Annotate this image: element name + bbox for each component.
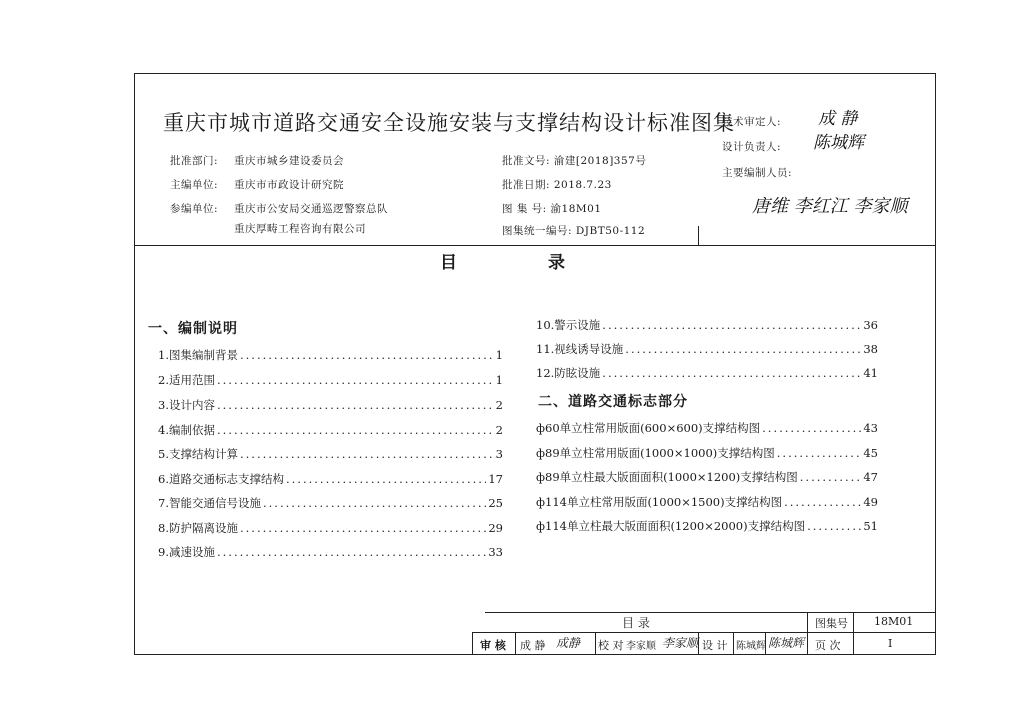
toc-item: ф60单立柱常用版面(600×600)支撑结构图 ..... 43 <box>536 420 878 436</box>
titleblock-divider <box>733 632 734 655</box>
unified-no: 图集统一编号: DJBT50-112 <box>502 225 646 237</box>
page-label: 页 次 <box>815 639 841 652</box>
toc-item: 4.编制依据 ..... 2 <box>158 422 503 438</box>
toc-item: 6.道路交通标志支撑结构 ..... 17 <box>158 471 503 487</box>
tech-reviewer-signature: 成 静 <box>818 109 858 129</box>
designer-signature: 陈城辉 <box>768 636 805 650</box>
toc-heading-mu: 目 <box>440 253 457 273</box>
titleblock-divider <box>698 632 699 655</box>
toc-item: ф89单立柱最大版面面积(1000×1200)支撑结构图 ..... 47 <box>536 469 878 485</box>
toc-item: 7.智能交通信号设施 ..... 25 <box>158 495 503 511</box>
header-vertical-divider <box>698 226 699 245</box>
design-lead-label: 设计负责人: <box>722 141 782 153</box>
section-2-heading: 二、道路交通标志部分 <box>538 394 688 410</box>
approval-date: 批准日期: 2018.7.23 <box>502 179 612 191</box>
check-label: 校 对 <box>598 639 624 652</box>
titleblock-divider <box>595 632 596 655</box>
sheet-title: 目 录 <box>622 616 650 630</box>
designer-name: 陈城辉 <box>736 641 766 652</box>
toc-item: 9.减速设施 ..... 33 <box>158 544 503 560</box>
titleblock-left-line <box>472 632 473 655</box>
titleblock-top-line <box>485 612 936 613</box>
toc-item: 8.防护隔离设施 ..... 29 <box>158 520 503 536</box>
checker-signature: 李家顺 <box>662 636 699 650</box>
toc-item: 1.图集编制背景 ..... 1 <box>158 347 503 363</box>
atlas-no-label: 图集号 <box>815 617 848 630</box>
toc-item: 11.视线诱导设施 ..... 38 <box>536 341 878 357</box>
editor-unit-label: 主编单位: <box>170 179 219 191</box>
editors-signature: 唐维 李红江 李家顺 <box>752 196 908 217</box>
approval-dept-label: 批准部门: <box>170 155 219 167</box>
toc-item: 12.防眩设施 ..... 41 <box>536 365 878 381</box>
toc-item: 10.警示设施 ..... 36 <box>536 317 878 333</box>
titleblock-mid-line <box>472 632 936 633</box>
checker-name: 李家顺 <box>626 641 656 652</box>
tech-reviewer-label: 技术审定人: <box>722 116 782 128</box>
page-number: I <box>888 637 893 650</box>
titleblock-divider <box>807 612 808 655</box>
approval-no: 批准文号: 渝建[2018]357号 <box>502 155 647 167</box>
toc-item: ф114单立柱最大版面面积(1200×2000)支撑结构图 ..... 51 <box>536 518 878 534</box>
toc-item: 3.设计内容 ..... 2 <box>158 397 503 413</box>
participant-1: 重庆市公安局交通巡逻警察总队 <box>234 203 388 215</box>
design-lead-signature: 陈城辉 <box>813 133 864 153</box>
review-label: 审 核 <box>480 639 506 652</box>
toc-item: ф89单立柱常用版面(1000×1000)支撑结构图 ..... 45 <box>536 445 878 461</box>
reviewer-signature: 成静 <box>556 636 581 650</box>
toc-heading-lu: 录 <box>548 253 565 273</box>
participant-2: 重庆厚畴工程咨询有限公司 <box>234 223 366 235</box>
design-label: 设 计 <box>702 639 728 652</box>
titleblock-divider <box>515 632 516 655</box>
toc-item: ф114单立柱常用版面(1000×1500)支撑结构图 ..... 49 <box>536 494 878 510</box>
approval-dept: 重庆市城乡建设委员会 <box>234 155 344 167</box>
reviewer-name: 成 静 <box>520 639 546 652</box>
section-1-heading: 一、编制说明 <box>148 321 238 337</box>
titleblock-divider <box>853 612 854 655</box>
header-divider <box>134 245 936 246</box>
main-editors-label: 主要编制人员: <box>722 167 793 179</box>
atlas-no: 图 集 号: 渝18M01 <box>502 203 602 215</box>
toc-item: 2.适用范围 ..... 1 <box>158 372 503 388</box>
participant-label: 参编单位: <box>170 203 219 215</box>
toc-item: 5.支撑结构计算 ..... 3 <box>158 446 503 462</box>
titleblock-atlas-no: 18M01 <box>874 615 914 628</box>
atlas-title: 重庆市城市道路交通安全设施安装与支撑结构设计标准图集 <box>163 111 735 135</box>
editor-unit: 重庆市市政设计研究院 <box>234 179 344 191</box>
